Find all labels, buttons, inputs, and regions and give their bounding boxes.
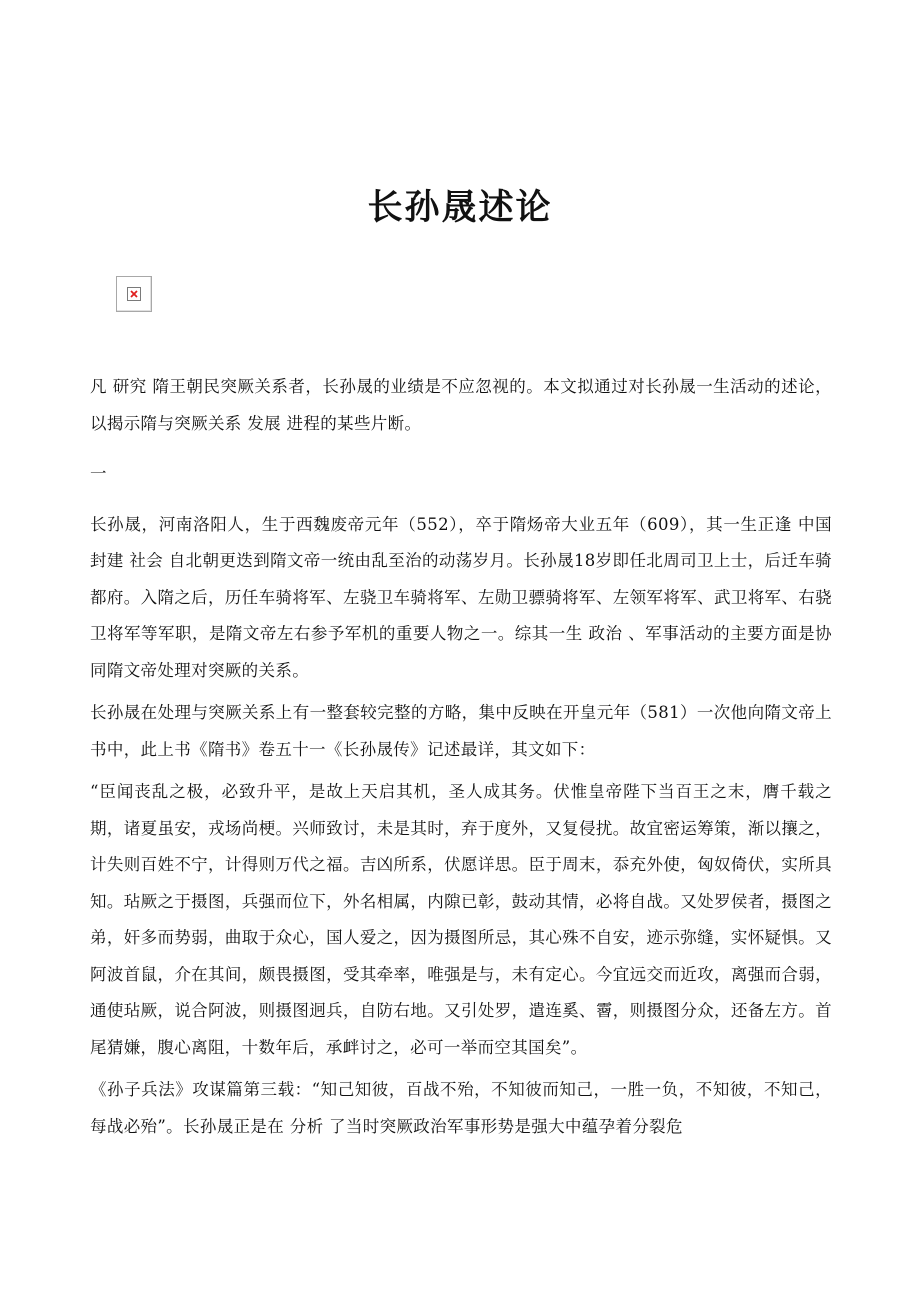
intro-paragraph: 凡 研究 隋王朝民突厥关系者，长孙晟的业绩是不应忽视的。本文拟通过对长孙晟一生活动的述论，以揭示隋与突厥关系 发展 进程的某些片断。: [90, 377, 832, 433]
biography-paragraph: 长孙晟，河南洛阳人，生于西魏废帝元年（552），卒于隋炀帝大业五年（609），其一生正逢 中国 封建 社会 自北朝更迭到隋文帝一统由乱至治的动荡岁月。长孙晟18岁即任北周司卫上士，后迁车骑都府。入隋之后，历任车骑将军、左骁卫车骑将军、左勋卫骠骑将军、左领军将军、武卫将军、右骁卫将军等军职，是隋文帝左右参予军机的重要人物之一。综其一生 政治 、军事活动的主要方面是协同隋文帝处理对突厥的关系。: [90, 514, 832, 680]
sunzi-paragraph: 《孙子兵法》攻谋篇第三载：“知己知彼，百战不殆，不知彼而知己，一胜一负，不知彼，不知己，每战必殆”。长孙晟正是在 分析 了当时突厥政治军事形势是强大中蕴孕着分裂危: [90, 1080, 832, 1136]
broken-image-placeholder: [116, 276, 152, 312]
document-title: 长孙晟述论: [367, 188, 553, 228]
memorial-quote-paragraph: “臣闻丧乱之极，必致升平，是故上天启其机，圣人成其务。伏惟皇帝陛下当百王之末，膺千载之期，诸夏虽安，戎场尚梗。兴师致讨，未是其时，弃于度外，又复侵扰。故宜密运筹策，渐以攘之，计失则百姓不宁，计得则万代之福。吉凶所系，伏愿详思。臣于周末，忝充外使，匈奴倚伏，实所具知。玷厥之于摄图，兵强而位下，外名相属，内隙已彰，鼓动其情，必将自战。又处罗侯者，摄图之弟，奸多而势弱，曲取于众心，国人爱之，因为摄图所忌，其心殊不自安，迹示弥缝，实怀疑惧。又阿波首鼠，介在其间，颇畏摄图，受其牵率，唯强是与，未有定心。今宜远交而近攻，离强而合弱，通使玷厥，说合阿波，则摄图迥兵，自防右地。又引处罗，遣连奚、霫，则摄图分众，还备左方。首尾猜嫌，腹心离阻，十数年后，承衅讨之，必可一举而空其国矣”。: [90, 782, 832, 1057]
section-number: 一: [90, 464, 107, 483]
strategy-paragraph: 长孙晟在处理与突厥关系上有一整套较完整的方略，集中反映在开皇元年（581）一次他向隋文帝上书中，此上书《隋书》卷五十一《长孙晟传》记述最详，其文如下：: [90, 703, 832, 759]
article-body: [90, 369, 832, 1151]
broken-image-icon: [127, 287, 141, 301]
